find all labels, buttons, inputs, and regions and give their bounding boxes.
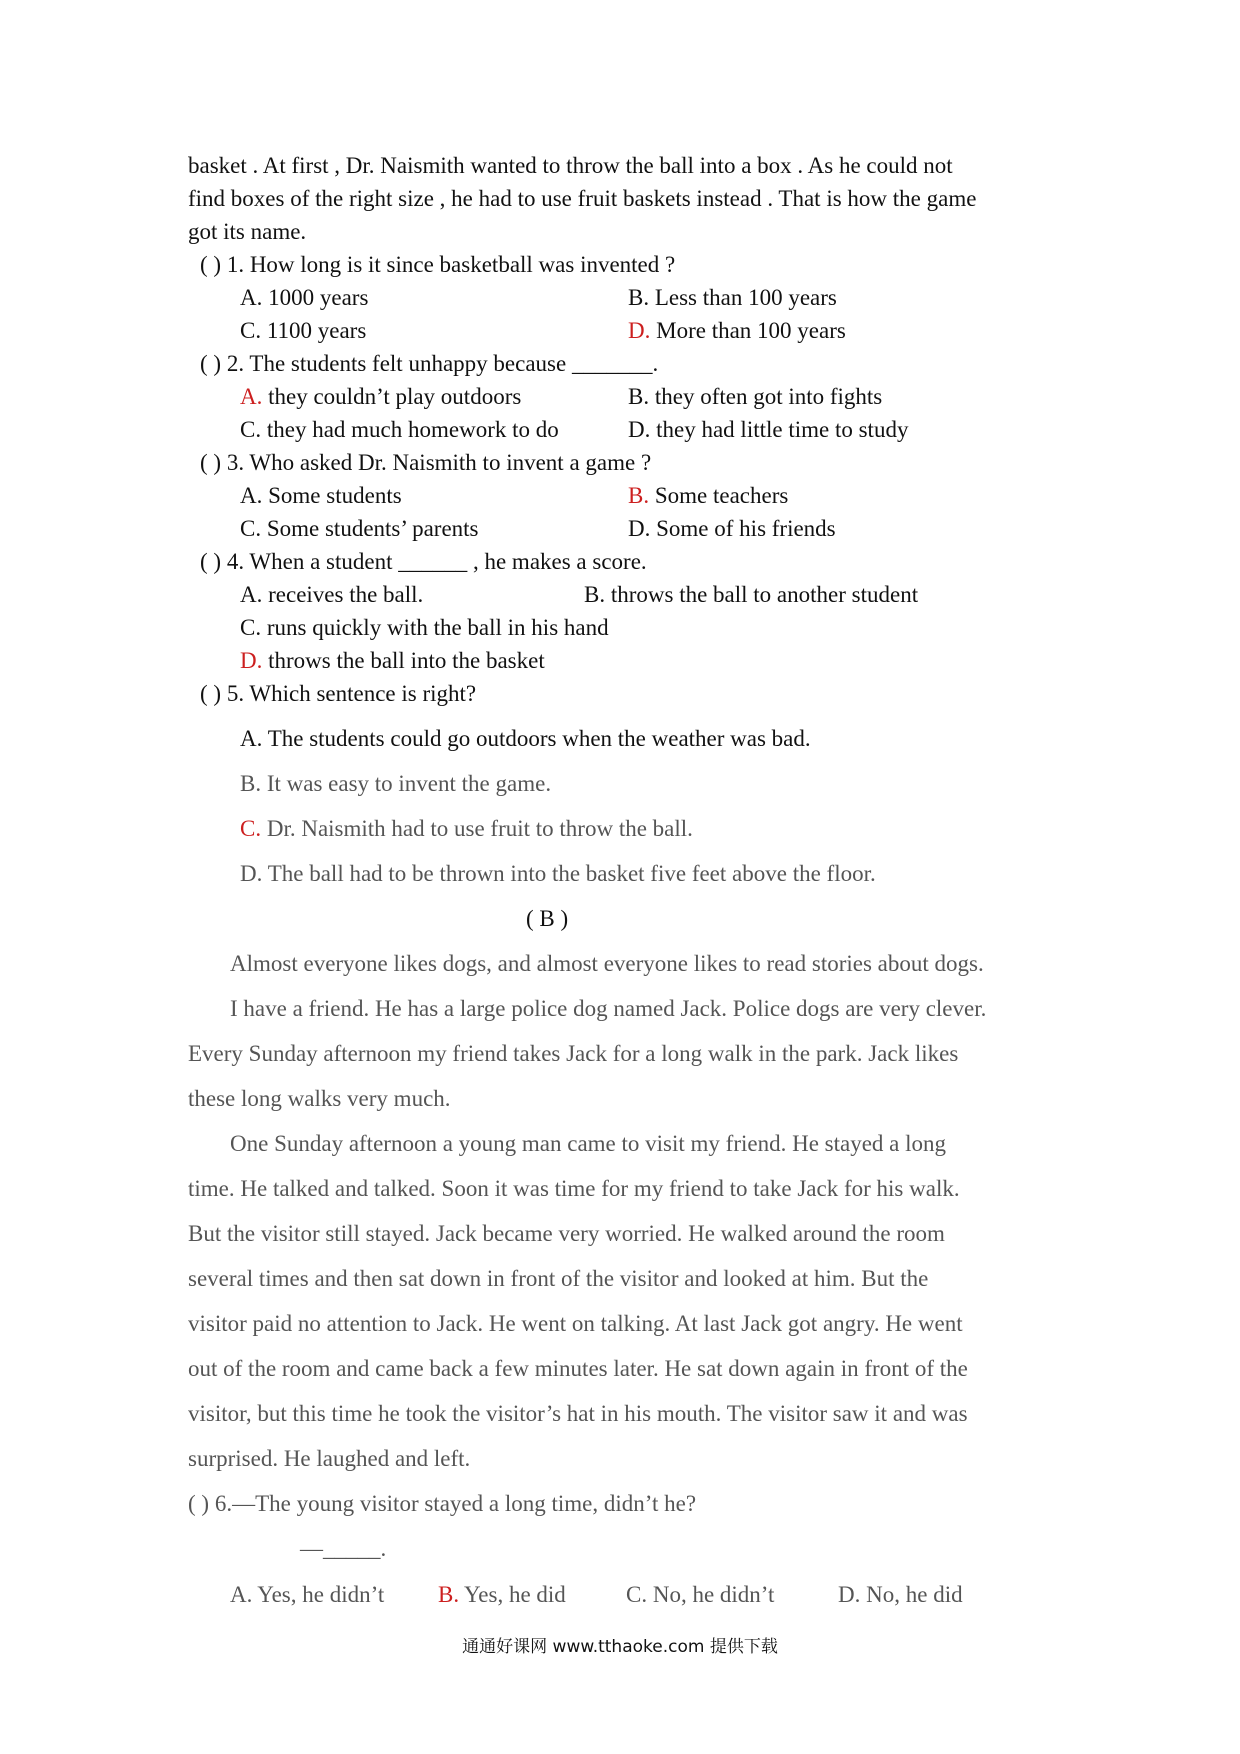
question-1-stem: ( ) 1. How long is it since basketball was invented ?: [200, 252, 676, 277]
answer-mark: C.: [240, 816, 262, 841]
passage-line: these long walks very much.: [188, 1086, 451, 1111]
q3-option-b: B. Some teachers: [628, 483, 789, 508]
passage-line: visitor paid no attention to Jack. He went on talking. At last Jack got angry. He went: [188, 1311, 963, 1336]
passage-line: out of the room and came back a few minutes later. He sat down again in front of the: [188, 1356, 968, 1381]
q2-option-c: C. they had much homework to do: [240, 417, 559, 442]
q3-option-c: C. Some students’ parents: [240, 516, 479, 541]
passage-line: Almost everyone likes dogs, and almost everyone likes to read stories about dogs.: [230, 951, 984, 976]
q1-option-b: B. Less than 100 years: [628, 285, 837, 310]
q1-option-d: D. More than 100 years: [628, 318, 846, 343]
answer-mark: D.: [240, 648, 263, 673]
q4-option-c: C. runs quickly with the ball in his hand: [240, 615, 609, 640]
question-2-stem: ( ) 2. The students felt unhappy because _______.: [200, 351, 659, 376]
intro-line: got its name.: [188, 219, 307, 244]
passage-line: One Sunday afternoon a young man came to visit my friend. He stayed a long: [230, 1131, 947, 1156]
passage-line: surprised. He laughed and left.: [188, 1446, 471, 1471]
q2-option-a: A. they couldn’t play outdoors: [240, 384, 522, 409]
q6-option-a: A. Yes, he didn’t: [230, 1582, 385, 1607]
q1-option-c: C. 1100 years: [240, 318, 367, 343]
section-b-title: ( B ): [526, 906, 569, 931]
question-4-stem: ( ) 4. When a student ______ , he makes a score.: [200, 549, 647, 574]
q4-option-d: D. throws the ball into the basket: [240, 648, 545, 673]
q5-option-a: A. The students could go outdoors when the weather was bad.: [240, 726, 811, 751]
q5-option-b: B. It was easy to invent the game.: [240, 771, 552, 796]
answer-mark: D.: [628, 318, 651, 343]
q4-option-b: B. throws the ball to another student: [584, 582, 919, 607]
question-3-stem: ( ) 3. Who asked Dr. Naismith to invent a game ?: [200, 450, 652, 475]
question-5-stem: ( ) 5. Which sentence is right?: [200, 681, 477, 706]
passage-line: I have a friend. He has a large police dog named Jack. Police dogs are very clever.: [230, 996, 987, 1021]
page-footer: 通通好课网 www.tthaoke.com 提供下载: [462, 1637, 778, 1657]
passage-line: several times and then sat down in front of the visitor and looked at him. But the: [188, 1266, 929, 1291]
passage-line: Every Sunday afternoon my friend takes Jack for a long walk in the park. Jack likes: [188, 1041, 959, 1066]
intro-line: find boxes of the right size , he had to use fruit baskets instead . That is how the game: [188, 186, 977, 211]
q5-option-d: D. The ball had to be thrown into the basket five feet above the floor.: [240, 861, 876, 886]
q1-option-a: A. 1000 years: [240, 285, 369, 310]
answer-mark: B.: [438, 1582, 460, 1607]
answer-mark: A.: [240, 384, 263, 409]
q5-option-c: C. Dr. Naismith had to use fruit to throw the ball.: [240, 816, 693, 841]
passage-line: But the visitor still stayed. Jack became very worried. He walked around the room: [188, 1221, 945, 1246]
q2-option-b: B. they often got into fights: [628, 384, 883, 409]
q6-option-b: B. Yes, he did: [438, 1582, 566, 1607]
answer-mark: B.: [628, 483, 650, 508]
question-6-response: —_____.: [300, 1536, 387, 1561]
question-6-stem: ( ) 6.—The young visitor stayed a long time, didn’t he?: [188, 1491, 697, 1516]
q3-option-a: A. Some students: [240, 483, 402, 508]
q6-option-c: C. No, he didn’t: [626, 1582, 775, 1607]
q3-option-d: D. Some of his friends: [628, 516, 836, 541]
q6-option-d: D. No, he did: [838, 1582, 963, 1607]
intro-line: basket . At first , Dr. Naismith wanted to throw the ball into a box . As he could not: [188, 153, 953, 178]
passage-line: time. He talked and talked. Soon it was time for my friend to take Jack for his walk.: [188, 1176, 960, 1201]
q2-option-d: D. they had little time to study: [628, 417, 909, 442]
passage-line: visitor, but this time he took the visitor’s hat in his mouth. The visitor saw it and was: [188, 1401, 968, 1426]
q4-option-a: A. receives the ball.: [240, 582, 424, 607]
